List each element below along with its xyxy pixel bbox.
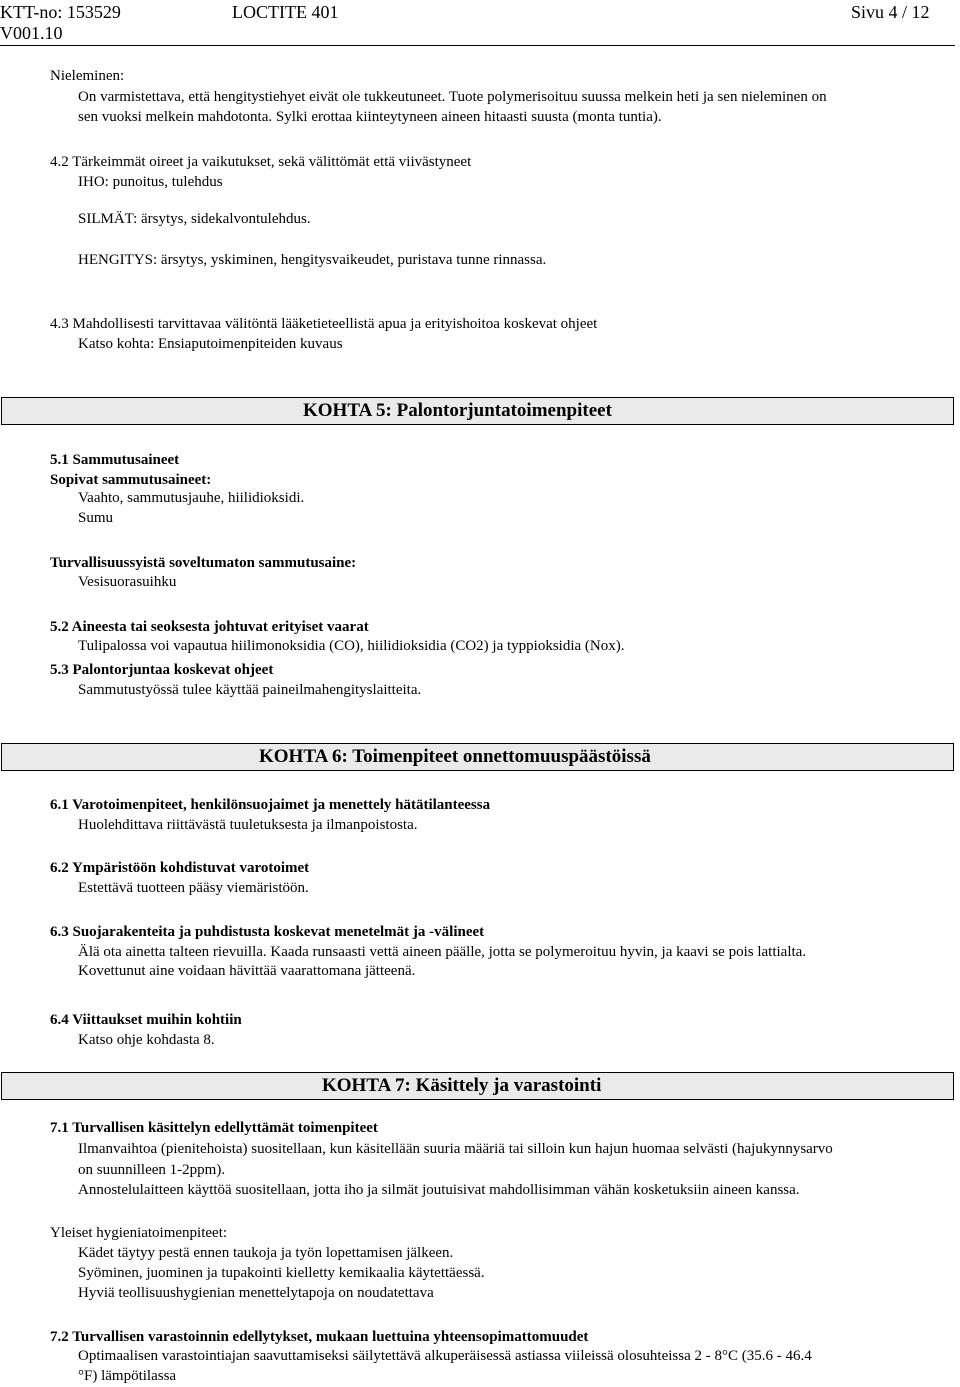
section-7-heading: KOHTA 7: Käsittely ja varastointi: [322, 1075, 602, 1096]
section-7-1-line: Annostelulaitteen käyttöä suositellaan, jotta iho ja silmät joutuisivat mahdollisimman vähän kosketuksiin aineen kanssa.: [78, 1182, 800, 1198]
section-6-2-title: 6.2 Ympäristöön kohdistuvat varotoimet: [50, 860, 310, 876]
section-4-3-title: 4.3 Mahdollisesti tarvittavaa välitöntä lääketieteellistä apua ja erityishoitoa koskevat ohjeet: [50, 316, 598, 332]
symptom-skin: IHO: punoitus, tulehdus: [78, 174, 223, 190]
swallowing-line: sen vuoksi melkein mahdotonta. Sylki erottaa kiinteytyneen aineen hitaasti suusta (monta tuntia).: [78, 109, 662, 125]
section-6-1-title: 6.1 Varotoimenpiteet, henkilönsuojaimet ja menettely hätätilanteessa: [50, 797, 491, 813]
hygiene-line: Hyviä teollisuushygienian menettelytapoja on noudatettava: [78, 1285, 434, 1301]
section-6-4-title: 6.4 Viittaukset muihin kohtiin: [50, 1012, 242, 1028]
section-5-heading-box: [1, 397, 954, 425]
section-6-2-text: Estettävä tuotteen pääsy viemäristöön.: [78, 880, 309, 896]
version: V001.10: [0, 23, 63, 43]
section-5-2-title: 5.2 Aineesta tai seoksesta johtuvat erityiset vaarat: [50, 619, 369, 635]
section-7-1-line: Ilmanvaihtoa (pienitehoista) suositellaan, kun käsitellään suuria määriä tai silloin kun hajun huomaa selvästi (hajukynnysarvo: [78, 1141, 833, 1157]
swallowing-title: Nieleminen:: [50, 68, 125, 84]
section-6-4-text: Katso ohje kohdasta 8.: [78, 1032, 215, 1048]
hygiene-line: Syöminen, juominen ja tupakointi kielletty kemikaalia käytettäessä.: [78, 1265, 485, 1281]
hygiene-title: Yleiset hygieniatoimenpiteet:: [50, 1225, 228, 1241]
symptom-breathing: HENGITYS: ärsytys, yskiminen, hengitysvaikeudet, puristava tunne rinnassa.: [78, 252, 547, 268]
section-7-heading-box: [1, 1072, 954, 1100]
section-5-3-text: Sammutustyössä tulee käyttää paineilmahengityslaitteita.: [78, 682, 422, 698]
section-7-2-line: Optimaalisen varastointiajan saavuttamiseksi säilytettävä alkuperäisessä astiassa viileissä olosuhteissa 2 - 8°C (35.6 - 46.4: [78, 1348, 812, 1364]
suitable-media-line: Sumu: [78, 510, 114, 526]
section-7-2-line: °F) lämpötilassa: [78, 1368, 177, 1384]
section-7-1-title: 7.1 Turvallisen käsittelyn edellyttämät toimenpiteet: [50, 1120, 378, 1136]
section-5-heading: KOHTA 5: Palontorjuntatoimenpiteet: [303, 400, 612, 421]
section-6-heading: KOHTA 6: Toimenpiteet onnettomuuspäästöissä: [259, 746, 651, 767]
section-6-3-line: Kovettunut aine voidaan hävittää vaarattomana jätteenä.: [78, 963, 416, 979]
product-name: LOCTITE 401: [232, 2, 339, 22]
section-5-2-text: Tulipalossa voi vapautua hiilimonoksidia (CO), hiilidioksidia (CO2) ja typpioksidia (Nox).: [78, 638, 625, 654]
page-number: Sivu 4 / 12: [851, 2, 930, 22]
section-6-heading-box: [1, 743, 954, 771]
section-6-3-line: Älä ota ainetta talteen rievuilla. Kaada runsaasti vettä aineen päälle, jotta se polymeroituu hyvin, ja kaavi se pois lattialta.: [78, 944, 807, 960]
section-7-2-title: 7.2 Turvallisen varastoinnin edellytykset, mukaan luettuina yhteensopimattomuudet: [50, 1329, 589, 1345]
section-5-1-title: 5.1 Sammutusaineet: [50, 452, 180, 468]
section-4-2-title: 4.2 Tärkeimmät oireet ja vaikutukset, sekä välittömät että viivästyneet: [50, 154, 472, 170]
section-6-1-text: Huolehdittava riittävästä tuuletuksesta ja ilmanpoistosta.: [78, 817, 418, 833]
document-id: KTT-no: 153529: [0, 2, 121, 22]
section-4-3-text: Katso kohta: Ensiaputoimenpiteiden kuvaus: [78, 336, 343, 352]
section-5-3-title: 5.3 Palontorjuntaa koskevat ohjeet: [50, 662, 274, 678]
section-6-3-title: 6.3 Suojarakenteita ja puhdistusta koskevat menetelmät ja -välineet: [50, 924, 485, 940]
header-divider: [0, 45, 955, 46]
unsuitable-media-title: Turvallisuussyistä soveltumaton sammutusaine:: [50, 555, 357, 571]
swallowing-line: On varmistettava, että hengitystiehyet eivät ole tukkeutuneet. Tuote polymerisoituu suussa melkein heti ja sen nieleminen on: [78, 89, 827, 105]
hygiene-line: Kädet täytyy pestä ennen taukoja ja työn lopettamisen jälkeen.: [78, 1245, 454, 1261]
section-7-1-line: on suunnilleen 1-2ppm).: [78, 1162, 226, 1178]
unsuitable-media-line: Vesisuorasuihku: [78, 574, 177, 590]
suitable-media-title: Sopivat sammutusaineet:: [50, 472, 212, 488]
suitable-media-line: Vaahto, sammutusjauhe, hiilidioksidi.: [78, 490, 305, 506]
symptom-eyes: SILMÄT: ärsytys, sidekalvontulehdus.: [78, 211, 311, 227]
